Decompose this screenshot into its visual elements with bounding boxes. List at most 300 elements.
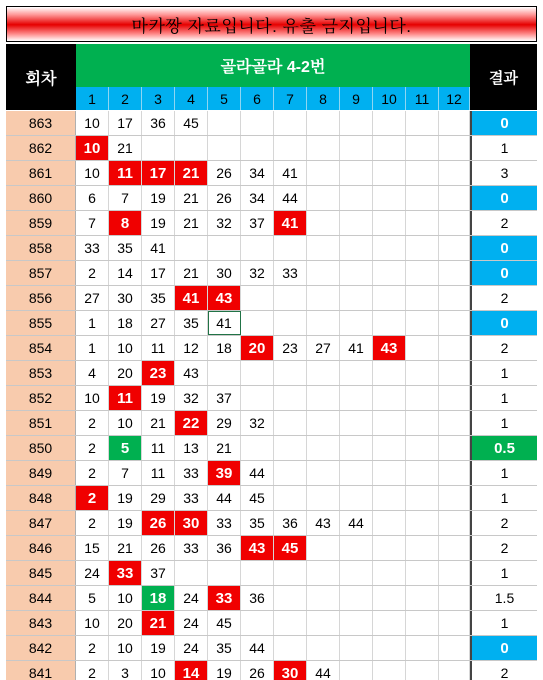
number-cell[interactable]: 18 [142, 586, 175, 610]
round-number-cell[interactable]: 848 [6, 486, 76, 510]
number-cell[interactable]: 33 [175, 461, 208, 485]
result-cell[interactable]: 1 [470, 486, 537, 510]
number-cell[interactable] [340, 436, 373, 460]
number-cell[interactable]: 30 [274, 661, 307, 680]
number-cell[interactable]: 22 [175, 411, 208, 435]
number-cell[interactable]: 26 [241, 661, 274, 680]
number-cell[interactable] [307, 636, 340, 660]
number-cell[interactable] [439, 286, 470, 310]
number-cell[interactable]: 32 [175, 386, 208, 410]
number-cell[interactable] [373, 561, 406, 585]
number-cell[interactable]: 23 [142, 361, 175, 385]
number-cell[interactable] [439, 161, 470, 185]
number-cell[interactable]: 43 [307, 511, 340, 535]
number-cell[interactable] [340, 161, 373, 185]
number-cell[interactable] [274, 636, 307, 660]
number-cell[interactable] [208, 236, 241, 260]
number-cell[interactable]: 11 [142, 436, 175, 460]
number-cell[interactable] [439, 661, 470, 680]
number-cell[interactable] [241, 236, 274, 260]
number-cell[interactable]: 18 [109, 311, 142, 335]
number-cell[interactable]: 12 [175, 336, 208, 360]
number-cell[interactable]: 43 [373, 336, 406, 360]
number-cell[interactable] [340, 411, 373, 435]
number-cell[interactable] [241, 386, 274, 410]
number-cell[interactable]: 8 [109, 211, 142, 235]
result-cell[interactable]: 1 [470, 386, 537, 410]
number-cell[interactable]: 19 [109, 511, 142, 535]
number-cell[interactable] [307, 586, 340, 610]
number-cell[interactable]: 41 [175, 286, 208, 310]
number-cell[interactable] [373, 161, 406, 185]
number-cell[interactable] [274, 461, 307, 485]
number-cell[interactable] [373, 186, 406, 210]
result-cell[interactable]: 0 [470, 186, 537, 210]
result-cell[interactable]: 1 [470, 136, 537, 160]
result-cell[interactable]: 2 [470, 336, 537, 360]
round-number-cell[interactable]: 854 [6, 336, 76, 360]
number-cell[interactable] [406, 261, 439, 285]
number-cell[interactable] [439, 386, 470, 410]
number-cell[interactable]: 10 [109, 586, 142, 610]
number-cell[interactable]: 44 [208, 486, 241, 510]
round-number-cell[interactable]: 861 [6, 161, 76, 185]
round-number-cell[interactable]: 859 [6, 211, 76, 235]
number-cell[interactable] [307, 386, 340, 410]
number-cell[interactable]: 33 [76, 236, 109, 260]
number-cell[interactable]: 29 [142, 486, 175, 510]
number-cell[interactable] [142, 136, 175, 160]
number-cell[interactable]: 41 [274, 161, 307, 185]
number-cell[interactable] [340, 236, 373, 260]
number-cell[interactable]: 21 [175, 261, 208, 285]
round-number-cell[interactable]: 860 [6, 186, 76, 210]
number-cell[interactable]: 35 [241, 511, 274, 535]
number-cell[interactable] [373, 286, 406, 310]
number-cell[interactable] [307, 111, 340, 135]
number-cell[interactable]: 30 [208, 261, 241, 285]
number-cell[interactable] [373, 436, 406, 460]
number-cell[interactable] [406, 586, 439, 610]
number-cell[interactable]: 14 [175, 661, 208, 680]
number-cell[interactable]: 34 [241, 161, 274, 185]
result-cell[interactable]: 0 [470, 261, 537, 285]
number-cell[interactable] [439, 586, 470, 610]
number-cell[interactable]: 24 [175, 586, 208, 610]
number-cell[interactable] [241, 436, 274, 460]
number-cell[interactable] [274, 386, 307, 410]
number-cell[interactable]: 44 [307, 661, 340, 680]
number-cell[interactable] [307, 186, 340, 210]
number-cell[interactable] [340, 211, 373, 235]
number-cell[interactable]: 37 [142, 561, 175, 585]
number-cell[interactable] [340, 461, 373, 485]
number-cell[interactable] [406, 436, 439, 460]
round-number-cell[interactable]: 858 [6, 236, 76, 260]
number-cell[interactable] [439, 561, 470, 585]
number-cell[interactable] [439, 611, 470, 635]
number-cell[interactable] [274, 561, 307, 585]
number-cell[interactable] [307, 561, 340, 585]
number-cell[interactable]: 36 [241, 586, 274, 610]
result-cell[interactable]: 2 [470, 661, 537, 680]
number-cell[interactable] [307, 486, 340, 510]
result-cell[interactable]: 1 [470, 411, 537, 435]
result-cell[interactable]: 0 [470, 111, 537, 135]
number-cell[interactable] [241, 311, 274, 335]
round-number-cell[interactable]: 855 [6, 311, 76, 335]
number-cell[interactable]: 24 [175, 611, 208, 635]
number-cell[interactable]: 2 [76, 411, 109, 435]
number-cell[interactable]: 41 [340, 336, 373, 360]
number-cell[interactable] [439, 261, 470, 285]
number-cell[interactable]: 7 [109, 186, 142, 210]
number-cell[interactable]: 33 [208, 511, 241, 535]
number-cell[interactable]: 33 [175, 536, 208, 560]
number-cell[interactable] [406, 136, 439, 160]
number-cell[interactable]: 43 [208, 286, 241, 310]
number-cell[interactable]: 10 [76, 611, 109, 635]
number-cell[interactable]: 41 [274, 211, 307, 235]
number-cell[interactable] [274, 486, 307, 510]
number-cell[interactable]: 10 [76, 111, 109, 135]
number-cell[interactable] [274, 411, 307, 435]
number-cell[interactable]: 37 [241, 211, 274, 235]
result-cell[interactable]: 2 [470, 286, 537, 310]
number-cell[interactable] [274, 311, 307, 335]
round-number-cell[interactable]: 856 [6, 286, 76, 310]
number-cell[interactable] [373, 136, 406, 160]
number-cell[interactable]: 45 [274, 536, 307, 560]
number-cell[interactable]: 44 [340, 511, 373, 535]
number-cell[interactable] [241, 286, 274, 310]
column-number-header[interactable]: 5 [208, 87, 241, 110]
number-cell[interactable] [406, 511, 439, 535]
result-cell[interactable]: 1 [470, 361, 537, 385]
number-cell[interactable]: 43 [241, 536, 274, 560]
number-cell[interactable] [439, 311, 470, 335]
number-cell[interactable]: 11 [109, 161, 142, 185]
number-cell[interactable]: 17 [142, 161, 175, 185]
number-cell[interactable]: 13 [175, 436, 208, 460]
number-cell[interactable] [373, 461, 406, 485]
number-cell[interactable] [208, 361, 241, 385]
number-cell[interactable] [373, 661, 406, 680]
number-cell[interactable]: 41 [142, 236, 175, 260]
number-cell[interactable]: 30 [109, 286, 142, 310]
result-cell[interactable]: 0.5 [470, 436, 537, 460]
result-cell[interactable]: 1 [470, 461, 537, 485]
number-cell[interactable] [241, 136, 274, 160]
column-number-header[interactable]: 1 [76, 87, 109, 110]
column-number-header[interactable]: 9 [340, 87, 373, 110]
round-number-cell[interactable]: 850 [6, 436, 76, 460]
number-cell[interactable]: 44 [241, 461, 274, 485]
number-cell[interactable] [340, 136, 373, 160]
round-number-cell[interactable]: 844 [6, 586, 76, 610]
number-cell[interactable]: 3 [109, 661, 142, 680]
number-cell[interactable]: 7 [109, 461, 142, 485]
number-cell[interactable]: 21 [109, 536, 142, 560]
number-cell[interactable]: 4 [76, 361, 109, 385]
result-cell[interactable]: 0 [470, 311, 537, 335]
number-cell[interactable]: 10 [109, 636, 142, 660]
number-cell[interactable] [373, 486, 406, 510]
number-cell[interactable] [373, 361, 406, 385]
number-cell[interactable] [406, 236, 439, 260]
number-cell[interactable] [373, 411, 406, 435]
number-cell[interactable] [340, 661, 373, 680]
number-cell[interactable]: 19 [142, 186, 175, 210]
number-cell[interactable] [406, 386, 439, 410]
number-cell[interactable] [373, 636, 406, 660]
number-cell[interactable] [439, 511, 470, 535]
number-cell[interactable] [307, 161, 340, 185]
number-cell[interactable]: 5 [76, 586, 109, 610]
number-cell[interactable] [439, 461, 470, 485]
number-cell[interactable] [208, 136, 241, 160]
number-cell[interactable] [208, 111, 241, 135]
number-cell[interactable]: 18 [208, 336, 241, 360]
number-cell[interactable]: 36 [274, 511, 307, 535]
number-cell[interactable]: 21 [142, 611, 175, 635]
number-cell[interactable]: 2 [76, 436, 109, 460]
number-cell[interactable]: 2 [76, 636, 109, 660]
number-cell[interactable] [274, 136, 307, 160]
number-cell[interactable]: 35 [175, 311, 208, 335]
number-cell[interactable] [406, 536, 439, 560]
number-cell[interactable]: 2 [76, 661, 109, 680]
number-cell[interactable]: 39 [208, 461, 241, 485]
number-cell[interactable] [439, 236, 470, 260]
number-cell[interactable]: 27 [142, 311, 175, 335]
number-cell[interactable] [274, 586, 307, 610]
result-cell[interactable]: 2 [470, 511, 537, 535]
number-cell[interactable] [307, 536, 340, 560]
number-cell[interactable] [439, 486, 470, 510]
number-cell[interactable] [406, 286, 439, 310]
round-number-cell[interactable]: 846 [6, 536, 76, 560]
number-cell[interactable] [340, 361, 373, 385]
number-cell[interactable] [373, 536, 406, 560]
number-cell[interactable] [241, 111, 274, 135]
number-cell[interactable] [175, 236, 208, 260]
number-cell[interactable]: 26 [142, 536, 175, 560]
number-cell[interactable]: 43 [175, 361, 208, 385]
number-cell[interactable]: 21 [142, 411, 175, 435]
number-cell[interactable] [439, 336, 470, 360]
number-cell[interactable]: 5 [109, 436, 142, 460]
number-cell[interactable] [175, 561, 208, 585]
number-cell[interactable]: 21 [175, 211, 208, 235]
number-cell[interactable] [340, 286, 373, 310]
round-number-cell[interactable]: 851 [6, 411, 76, 435]
number-cell[interactable]: 33 [274, 261, 307, 285]
result-cell[interactable]: 2 [470, 536, 537, 560]
number-cell[interactable] [406, 111, 439, 135]
round-number-cell[interactable]: 841 [6, 661, 76, 680]
number-cell[interactable] [307, 286, 340, 310]
number-cell[interactable] [340, 586, 373, 610]
number-cell[interactable]: 29 [208, 411, 241, 435]
result-cell[interactable]: 1.5 [470, 586, 537, 610]
column-number-header[interactable]: 12 [439, 87, 470, 110]
number-cell[interactable] [307, 236, 340, 260]
round-column-header[interactable]: 회차 [6, 44, 76, 110]
number-cell[interactable] [241, 561, 274, 585]
number-cell[interactable]: 21 [175, 161, 208, 185]
number-cell[interactable] [406, 411, 439, 435]
number-cell[interactable] [274, 611, 307, 635]
result-column-header[interactable]: 결과 [470, 44, 537, 110]
number-cell[interactable] [340, 611, 373, 635]
number-cell[interactable] [406, 561, 439, 585]
round-number-cell[interactable]: 852 [6, 386, 76, 410]
number-cell[interactable] [307, 211, 340, 235]
number-cell[interactable] [307, 411, 340, 435]
number-cell[interactable] [274, 111, 307, 135]
number-cell[interactable] [307, 311, 340, 335]
round-number-cell[interactable]: 853 [6, 361, 76, 385]
number-cell[interactable] [406, 361, 439, 385]
number-cell[interactable]: 21 [109, 136, 142, 160]
column-number-header[interactable]: 6 [241, 87, 274, 110]
result-cell[interactable]: 1 [470, 611, 537, 635]
number-cell[interactable] [373, 511, 406, 535]
number-cell[interactable]: 35 [208, 636, 241, 660]
number-cell[interactable] [373, 311, 406, 335]
column-number-header[interactable]: 7 [274, 87, 307, 110]
number-cell[interactable] [340, 561, 373, 585]
number-cell[interactable] [439, 136, 470, 160]
number-cell[interactable]: 19 [208, 661, 241, 680]
number-cell[interactable]: 33 [208, 586, 241, 610]
number-cell[interactable]: 36 [142, 111, 175, 135]
number-cell[interactable]: 19 [142, 386, 175, 410]
number-cell[interactable] [274, 436, 307, 460]
number-cell[interactable]: 34 [241, 186, 274, 210]
number-cell[interactable] [340, 536, 373, 560]
result-cell[interactable]: 1 [470, 561, 537, 585]
number-cell[interactable] [373, 611, 406, 635]
number-cell[interactable] [373, 261, 406, 285]
number-cell[interactable]: 45 [208, 611, 241, 635]
number-cell[interactable]: 10 [109, 411, 142, 435]
number-cell[interactable] [406, 661, 439, 680]
round-number-cell[interactable]: 843 [6, 611, 76, 635]
number-cell[interactable] [439, 436, 470, 460]
number-cell[interactable]: 19 [142, 211, 175, 235]
result-cell[interactable]: 0 [470, 636, 537, 660]
number-cell[interactable] [307, 461, 340, 485]
round-number-cell[interactable]: 857 [6, 261, 76, 285]
number-cell[interactable]: 27 [76, 286, 109, 310]
number-cell[interactable] [373, 211, 406, 235]
number-cell[interactable] [340, 261, 373, 285]
number-cell[interactable] [307, 436, 340, 460]
number-cell[interactable]: 11 [142, 336, 175, 360]
round-number-cell[interactable]: 842 [6, 636, 76, 660]
round-number-cell[interactable]: 847 [6, 511, 76, 535]
number-cell[interactable] [406, 311, 439, 335]
number-cell[interactable]: 32 [241, 411, 274, 435]
number-cell[interactable] [307, 261, 340, 285]
number-cell[interactable]: 14 [109, 261, 142, 285]
number-cell[interactable]: 26 [142, 511, 175, 535]
number-cell[interactable]: 26 [208, 161, 241, 185]
number-cell[interactable] [439, 186, 470, 210]
number-cell[interactable] [274, 361, 307, 385]
number-cell[interactable] [406, 336, 439, 360]
number-cell[interactable]: 10 [142, 661, 175, 680]
number-cell[interactable] [274, 236, 307, 260]
round-number-cell[interactable]: 845 [6, 561, 76, 585]
number-cell[interactable] [373, 386, 406, 410]
number-cell[interactable] [373, 236, 406, 260]
number-cell[interactable] [208, 561, 241, 585]
result-cell[interactable]: 3 [470, 161, 537, 185]
number-cell[interactable] [439, 361, 470, 385]
number-cell[interactable] [340, 186, 373, 210]
number-cell[interactable] [439, 111, 470, 135]
number-cell[interactable]: 1 [76, 336, 109, 360]
number-cell[interactable]: 2 [76, 261, 109, 285]
number-cell[interactable]: 10 [109, 336, 142, 360]
number-cell[interactable]: 11 [142, 461, 175, 485]
number-cell[interactable]: 10 [76, 161, 109, 185]
column-number-header[interactable]: 11 [406, 87, 439, 110]
number-cell[interactable]: 21 [208, 436, 241, 460]
number-cell[interactable]: 19 [142, 636, 175, 660]
number-cell[interactable] [373, 111, 406, 135]
number-cell[interactable]: 45 [175, 111, 208, 135]
round-number-cell[interactable]: 849 [6, 461, 76, 485]
column-number-header[interactable]: 8 [307, 87, 340, 110]
number-cell[interactable]: 17 [142, 261, 175, 285]
number-cell[interactable]: 2 [76, 486, 109, 510]
number-cell[interactable]: 36 [208, 536, 241, 560]
number-cell[interactable]: 7 [76, 211, 109, 235]
number-cell[interactable] [406, 161, 439, 185]
number-cell[interactable] [406, 211, 439, 235]
number-cell[interactable]: 15 [76, 536, 109, 560]
number-cell[interactable] [340, 311, 373, 335]
number-cell[interactable]: 35 [142, 286, 175, 310]
number-cell[interactable]: 24 [175, 636, 208, 660]
column-number-header[interactable]: 10 [373, 87, 406, 110]
column-number-header[interactable]: 3 [142, 87, 175, 110]
number-cell[interactable]: 20 [109, 611, 142, 635]
number-cell[interactable]: 6 [76, 186, 109, 210]
number-cell[interactable]: 30 [175, 511, 208, 535]
result-cell[interactable]: 0 [470, 236, 537, 260]
number-cell[interactable]: 10 [76, 386, 109, 410]
number-cell[interactable]: 41 [208, 311, 241, 335]
number-cell[interactable] [406, 636, 439, 660]
number-cell[interactable] [439, 536, 470, 560]
round-number-cell[interactable]: 862 [6, 136, 76, 160]
number-cell[interactable] [307, 361, 340, 385]
number-cell[interactable]: 20 [241, 336, 274, 360]
number-cell[interactable] [439, 211, 470, 235]
number-cell[interactable] [406, 186, 439, 210]
number-cell[interactable] [340, 386, 373, 410]
number-cell[interactable] [241, 611, 274, 635]
number-cell[interactable]: 33 [109, 561, 142, 585]
number-cell[interactable]: 10 [76, 136, 109, 160]
number-cell[interactable] [373, 586, 406, 610]
number-cell[interactable]: 37 [208, 386, 241, 410]
